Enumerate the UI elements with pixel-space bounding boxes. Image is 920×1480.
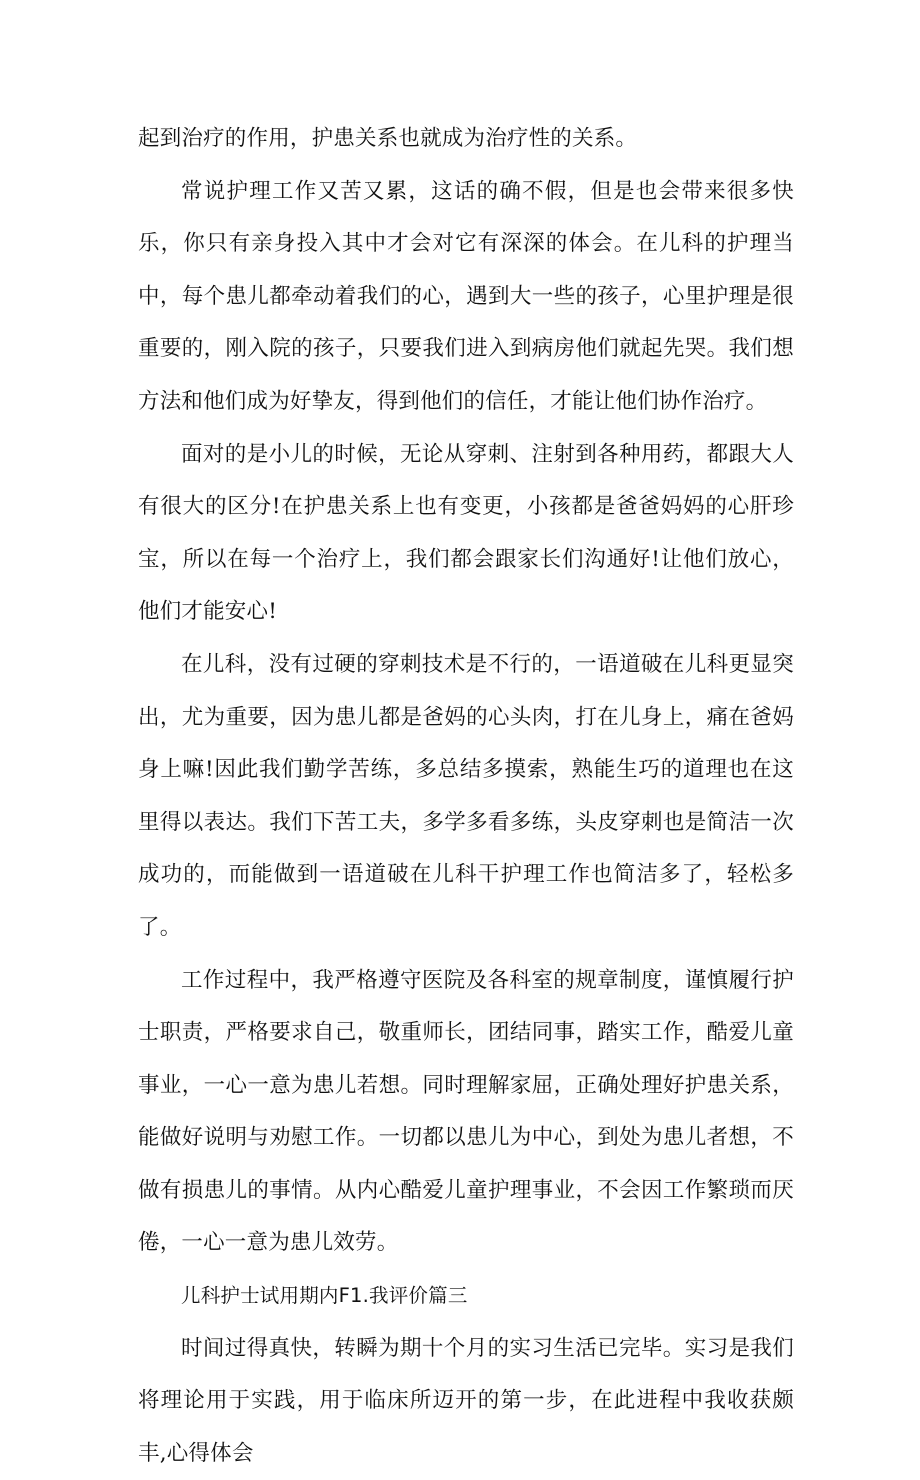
document-body xyxy=(138,113,794,1480)
paragraph-internship: 时间过得真快，转瞬为期十个月的实习生活已完毕。实习是我们将理论用于实践，用于临床所迈开的第一步，在此进程中我收获颇丰,心得体会 xyxy=(138,1335,794,1466)
paragraph-children-treatment: 面对的是小儿的时候，无论从穿刺、注射到各种用药，都跟大人有很大的区分!在护患关系上也有变更，小孩都是爸爸妈妈的心肝珍宝，所以在每一个治疗上，我们都会跟家长们沟通好!让他们放心，他们才能安心! xyxy=(138,441,794,625)
section-heading: 儿科护士试用期内F1.我评价篇三 xyxy=(181,1284,468,1308)
paragraph-puncture-skills: 在儿科，没有过硬的穿刺技术是不行的，一语道破在儿科更显突出，尤为重要，因为患儿都是爸妈的心头肉，打在儿身上，痛在爸妈身上嘛!因此我们勤学苦练，多总结多摸索，熟能生巧的道理也在这里得以表达。我们下苦工夫，多学多看多练，头皮穿刺也是简洁一次成功的，而能做到一语道破在儿科干护理工作也简洁多了，轻松多了。 xyxy=(138,651,794,940)
paragraph-nursing-work: 常说护理工作又苦又累，这话的确不假，但是也会带来很多快乐，你只有亲身投入其中才会对它有深深的体会。在儿科的护理当中，每个患儿都牵动着我们的心，遇到大一些的孩子，心里护理是很重要的，刚入院的孩子，只要我们进入到病房他们就起先哭。我们想方法和他们成为好挚友，得到他们的信任，才能让他们协作治疗。 xyxy=(138,178,794,414)
paragraph-work-process: 工作过程中，我严格遵守医院及各科室的规章制度，谨慎履行护士职责，严格要求自己，敬重师长，团结同事，踏实工作，酷爱儿童事业，一心一意为患儿若想。同时理解家屈，正确处理好护患关系，能做好说明与劝慰工作。一切都以患儿为中心，到处为患儿者想，不做有损患儿的事情。从内心酷爱儿童护理事业，不会因工作繁琐而厌倦，一心一意为患儿效劳。 xyxy=(138,967,794,1256)
paragraph-continuation: 起到治疗的作用，护患关系也就成为治疗性的关系。 xyxy=(138,126,638,151)
